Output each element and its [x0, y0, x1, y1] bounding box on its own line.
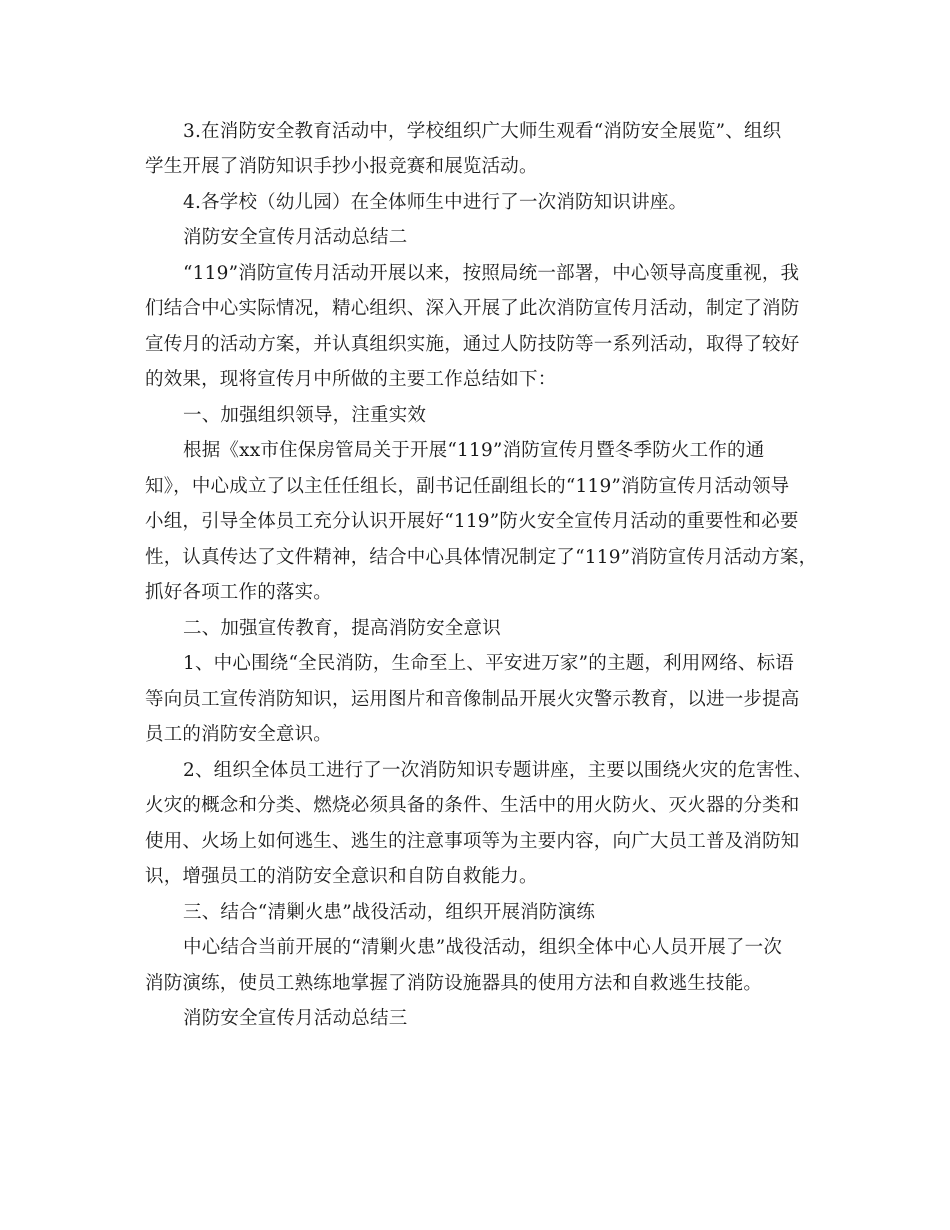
paragraph-line: 4.各学校（幼儿园）在全体师生中进行了一次消防知识讲座。	[183, 192, 688, 213]
paragraph-line: 们结合中心实际情况，精心组织、深入开展了此次消防宣传月活动，制定了消防	[145, 298, 800, 319]
paragraph-line: 中心结合当前开展的“清剿火患”战役活动，组织全体中心人员开展了一次	[183, 937, 783, 958]
section-heading: 消防安全宣传月活动总结三	[183, 1008, 408, 1029]
paragraph-line: 小组，引导全体员工充分认识开展好“119”防火安全宣传月活动的重要性和必要	[145, 511, 799, 532]
subsection-heading: 二、加强宣传教育，提高消防安全意识	[183, 618, 501, 639]
paragraph-line: 宣传月的活动方案，并认真组织实施，通过人防技防等一系列活动，取得了较好	[145, 334, 800, 355]
paragraph-line: 学生开展了消防知识手抄小报竞赛和展览活动。	[145, 156, 538, 177]
paragraph-line: 3.在消防安全教育活动中，学校组织广大师生观看“消防安全展览”、组织	[183, 121, 782, 142]
paragraph-line: 识，增强员工的消防安全意识和自防自救能力。	[145, 866, 538, 887]
section-heading: 消防安全宣传月活动总结二	[183, 227, 408, 248]
paragraph-line: 根据《xx市住保房管局关于开展“119”消防宣传月暨冬季防火工作的通	[183, 440, 765, 461]
paragraph-line: 知》，中心成立了以主任任组长，副书记任副组长的“119”消防宣传月活动领导	[145, 476, 790, 497]
paragraph-line: 火灾的概念和分类、燃烧必须具备的条件、生活中的用火防火、灭火器的分类和	[145, 795, 800, 816]
paragraph-line: 抓好各项工作的落实。	[145, 582, 333, 603]
paragraph-line: 2、组织全体员工进行了一次消防知识专题讲座，主要以围绕火灾的危害性、	[183, 760, 813, 781]
subsection-heading: 三、结合“清剿火患”战役活动，组织开展消防演练	[183, 902, 596, 923]
paragraph-line: 1、中心围绕“全民消防，生命至上、平安进万家”的主题，利用网络、标语	[183, 653, 794, 674]
paragraph-line: 员工的消防安全意识。	[145, 724, 333, 745]
paragraph-line: 等向员工宣传消防知识，运用图片和音像制品开展火灾警示教育，以进一步提高	[145, 689, 800, 710]
paragraph-line: 性，认真传达了文件精神，结合中心具体情况制定了“119”消防宣传月活动方案，	[145, 547, 818, 568]
paragraph-line: 消防演练，使员工熟练地掌握了消防设施器具的使用方法和自救逃生技能。	[145, 973, 763, 994]
paragraph-line: 的效果，现将宣传月中所做的主要工作总结如下：	[145, 369, 557, 390]
subsection-heading: 一、加强组织领导，注重实效	[183, 405, 427, 426]
paragraph-line: “119”消防宣传月活动开展以来，按照局统一部署，中心领导高度重视，我	[183, 263, 800, 284]
paragraph-line: 使用、火场上如何逃生、逃生的注意事项等为主要内容，向广大员工普及消防知	[145, 831, 800, 852]
